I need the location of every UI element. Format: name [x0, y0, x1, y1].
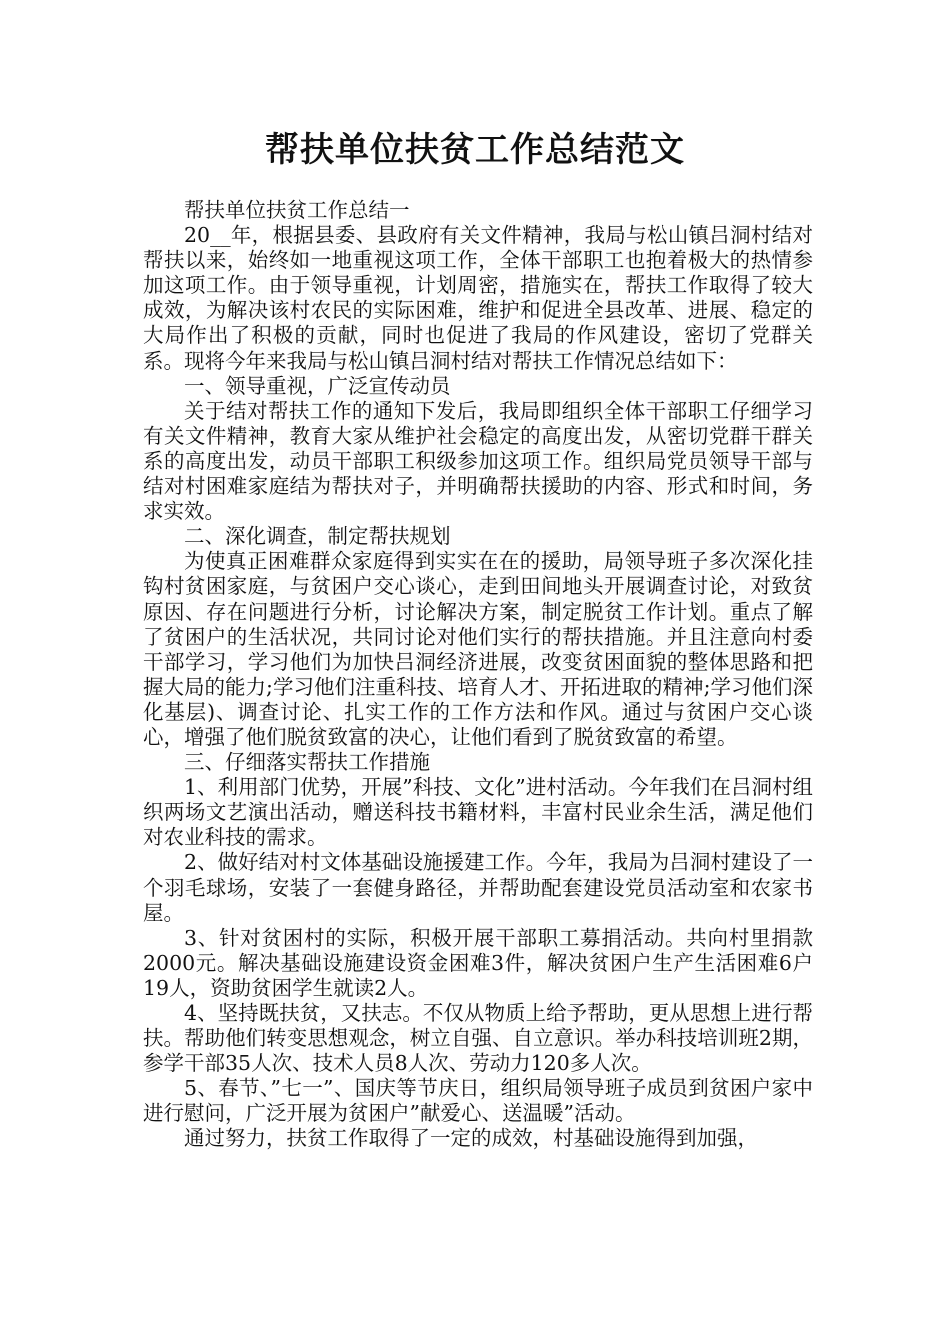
section-heading: 一、领导重视，广泛宣传动员 [184, 373, 451, 398]
list-item: 5、春节、”七一”、国庆等节庆日，组织局领导班子成员到贫困户家中进行慰问，广泛开展为贫困户”献爱心、送温暖”活动。 [143, 1076, 813, 1126]
list-item: 3、针对贫困村的实际，积极开展干部职工募捐活动。共向村里捐款2000元。解决基础设施建设资金困难3件，解决贫困户生产生活困难6户19人，资助贫困学生就读2人。 [143, 925, 813, 1000]
document-title: 帮扶单位扶贫工作总结范文 [265, 130, 685, 170]
section-heading: 帮扶单位扶贫工作总结一 [184, 198, 410, 222]
body-paragraph: 为使真正困难群众家庭得到实实在在的援助，局领导班子多次深化挂钩村贫困家庭，与贫困户交心谈心，走到田间地头开展调查讨论，对致贫原因、存在问题进行分析，讨论解决方案，制定脱贫工作计划。重点了解了贫困户的生活状况，共同讨论对他们实行的帮扶措施。并且注意向村委干部学习，学习他们为加快吕洞经济进展，改变贫困面貌的整体思路和把握大局的能力;学习他们注重科技、培育人才、开拓进取的精神;学习他们深化基层)、调查讨论、扎实工作的工作方法和作风。通过与贫困户交心谈心，增强了他们脱贫致富的决心，让他们看到了脱贫致富的希望。 [143, 549, 813, 749]
body-paragraph: 20__年，根据县委、县政府有关文件精神，我局与松山镇吕洞村结对帮扶以来，始终如一地重视这项工作，全体干部职工也抱着极大的热情参加这项工作。由于领导重视，计划周密，措施实在，帮扶工作取得了较大成效，为解决该村农民的实际困难，维护和促进全县改革、进展、稳定的大局作出了积极的贡献，同时也促进了我局的作风建设，密切了党群关系。现将今年来我局与松山镇吕洞村结对帮扶工作情况总结如下： [143, 223, 813, 373]
section-heading: 三、仔细落实帮扶工作措施 [184, 750, 430, 775]
list-item: 1、利用部门优势，开展”科技、文化”进村活动。今年我们在吕洞村组织两场文艺演出活动，赠送科技书籍材料，丰富村民业余生活，满足他们对农业科技的需求。 [143, 775, 813, 850]
document-body [143, 198, 813, 1152]
body-paragraph: 通过努力，扶贫工作取得了一定的成效，村基础设施得到加强， [184, 1126, 758, 1151]
section-heading: 二、深化调查，制定帮扶规划 [184, 524, 451, 549]
list-item: 2、做好结对村文体基础设施援建工作。今年，我局为吕洞村建设了一个羽毛球场，安装了一套健身路径，并帮助配套建设党员活动室和农家书屋。 [143, 850, 813, 925]
list-item: 4、坚持既扶贫，又扶志。不仅从物质上给予帮助，更从思想上进行帮扶。帮助他们转变思想观念，树立自强、自立意识。举办科技培训班2期，参学干部35人次、技术人员8人次、劳动力120多人次。 [143, 1001, 813, 1076]
body-paragraph: 关于结对帮扶工作的通知下发后，我局即组织全体干部职工仔细学习有关文件精神，教育大家从维护社会稳定的高度出发，从密切党群干群关系的高度出发，动员干部职工积级参加这项工作。组织局党员领导干部与结对村困难家庭结为帮扶对子，并明确帮扶援助的内容、形式和时间，务求实效。 [143, 398, 813, 524]
